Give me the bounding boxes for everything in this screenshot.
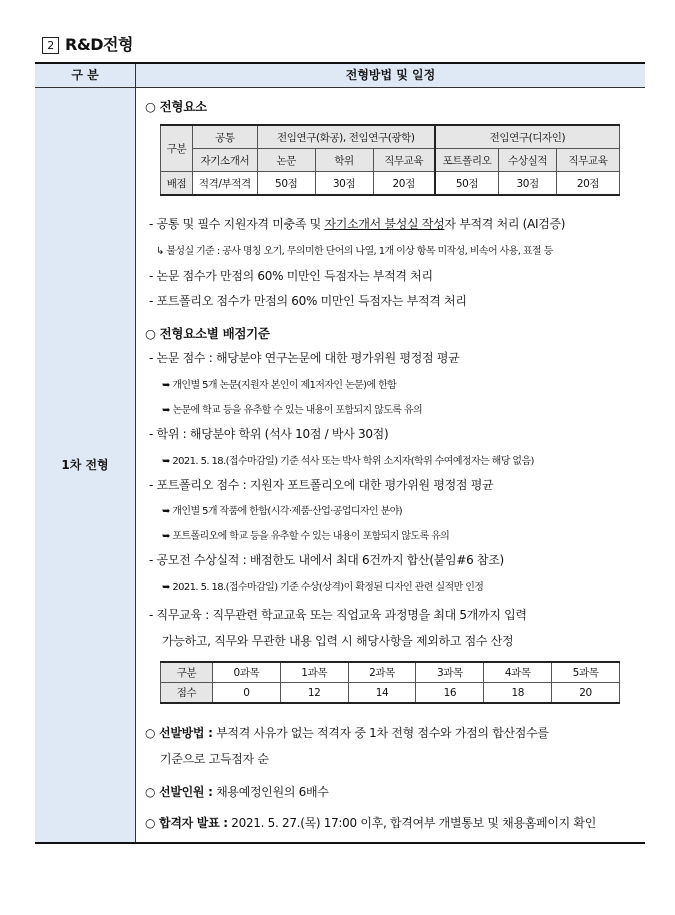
t1-score-5: 30점 bbox=[499, 172, 557, 196]
section-title: R&D전형 bbox=[65, 35, 133, 54]
t2-h-0: 구분 bbox=[161, 662, 213, 683]
t1-sub-5: 수상실적 bbox=[499, 149, 557, 172]
t2-v-0: 점수 bbox=[161, 683, 213, 704]
t2-h-6: 5과목 bbox=[552, 662, 620, 683]
t1-sub-6: 직무교육 bbox=[557, 149, 620, 172]
content-cell bbox=[136, 88, 645, 842]
crit-paper: - 논문 점수 : 해당분야 연구논문에 대한 평가위원 평정점 평균 bbox=[149, 351, 460, 365]
t2-v-1: 0 bbox=[212, 683, 280, 704]
note-disqualify bbox=[149, 215, 565, 232]
crit-training: - 직무교육 : 직무관련 학교교육 또는 직업교육 과정명을 최대 5개까지 입력 bbox=[149, 608, 527, 622]
t1-score-label: 배점 bbox=[161, 172, 193, 196]
note-paper: - 논문 점수가 만점의 60% 미만인 득점자는 부적격 처리 bbox=[149, 269, 433, 283]
crit-portfolio: - 포트폴리오 점수 : 지원자 포트폴리오에 대한 평가위원 평정점 평균 bbox=[149, 478, 494, 492]
table-header bbox=[35, 64, 645, 88]
crit-portfolio-1: ➥ 개인별 5개 작품에 한함(시각·제품·산업·공업디자인 분야) bbox=[162, 506, 403, 517]
selection-method-label: ○ 선발방법 : bbox=[145, 726, 213, 740]
t2-v-4: 16 bbox=[416, 683, 484, 704]
main-table bbox=[35, 62, 645, 844]
crit-paper-2: ➥ 논문에 학교 등을 유추할 수 있는 내용이 포함되지 않도록 유의 bbox=[162, 405, 423, 416]
t2-h-1: 0과목 bbox=[212, 662, 280, 683]
t2-h-4: 3과목 bbox=[416, 662, 484, 683]
sec-elements-title: ○ 전형요소 bbox=[145, 99, 207, 114]
note-insincere: ↳ 불성실 기준 : 공사 명칭 오기, 무의미한 단어의 나열, 1개 이상 항목 미작성, 비속어 사용, 표절 등 bbox=[156, 246, 553, 257]
section-number: 2 bbox=[42, 37, 59, 54]
note-portfolio: - 포트폴리오 점수가 만점의 60% 미만인 득점자는 부적격 처리 bbox=[149, 294, 467, 308]
selection-count-text: 채용예정인원의 6배수 bbox=[212, 785, 329, 799]
t2-v-5: 18 bbox=[484, 683, 552, 704]
training-table bbox=[160, 661, 620, 704]
stage-label: 1차 전형 bbox=[61, 458, 109, 472]
t2-h-2: 1과목 bbox=[280, 662, 348, 683]
t1-gubun: 구분 bbox=[161, 125, 193, 172]
announcement-text: 2021. 5. 27.(목) 17:00 이후, 합격여부 개별통보 및 채용홈페이지 확인 bbox=[227, 816, 596, 830]
page-title bbox=[42, 32, 133, 55]
t2-v-6: 20 bbox=[552, 683, 620, 704]
t2-v-3: 14 bbox=[348, 683, 416, 704]
t1-score-0: 적격/부적격 bbox=[192, 172, 257, 196]
t1-sub-1: 논문 bbox=[257, 149, 315, 172]
t1-sub-4: 포트폴리오 bbox=[435, 149, 499, 172]
t1-score-6: 20점 bbox=[557, 172, 620, 196]
announcement bbox=[145, 814, 596, 831]
crit-training-2: 가능하고, 직무와 무관한 내용 입력 시 해당사항을 제외하고 점수 산정 bbox=[162, 634, 514, 648]
t1-score-3: 20점 bbox=[373, 172, 435, 196]
header-category: 구 분 bbox=[35, 64, 136, 87]
selection-method-text: 부적격 사유가 없는 적격자 중 1차 전형 점수와 가점의 합산점수를 bbox=[212, 726, 549, 740]
sec-criteria-title: ○ 전형요소별 배점기준 bbox=[145, 326, 270, 341]
crit-portfolio-2: ➥ 포트폴리오에 학교 등을 유추할 수 있는 내용이 포함되지 않도록 유의 bbox=[162, 531, 450, 542]
note-disqualify-b: 자기소개서 불성실 작성 bbox=[324, 217, 445, 231]
t1-common: 공통 bbox=[192, 125, 257, 149]
t1-score-1: 50점 bbox=[257, 172, 315, 196]
t1-group2: 전임연구(디자인) bbox=[435, 125, 620, 149]
announcement-label: ○ 합격자 발표 : bbox=[145, 816, 228, 830]
crit-degree: - 학위 : 해당분야 학위 (석사 10점 / 박사 30점) bbox=[149, 427, 389, 441]
t2-v-2: 12 bbox=[280, 683, 348, 704]
stage-cell bbox=[35, 88, 136, 842]
t1-sub-0: 자기소개서 bbox=[192, 149, 257, 172]
t1-sub-2: 학위 bbox=[315, 149, 373, 172]
note-disqualify-a: - 공통 및 필수 지원자격 미충족 및 bbox=[149, 217, 325, 231]
note-disqualify-c: 자 부적격 처리 (AI검증) bbox=[444, 217, 566, 231]
selection-method-2: 기준으로 고득점자 순 bbox=[160, 752, 269, 766]
selection-count bbox=[145, 783, 329, 800]
elements-table bbox=[160, 124, 620, 196]
crit-degree-1: ➥ 2021. 5. 18.(접수마감일) 기준 석사 또는 박사 학위 소지자(학위 수여예정자는 해당 없음) bbox=[162, 456, 534, 467]
crit-award-1: ➥ 2021. 5. 18.(접수마감일) 기준 수상(상격)이 확정된 디자인 관련 실적만 인정 bbox=[162, 582, 484, 593]
selection-method bbox=[145, 724, 549, 741]
selection-count-label: ○ 선발인원 : bbox=[145, 785, 213, 799]
t2-h-5: 4과목 bbox=[484, 662, 552, 683]
crit-award: - 공모전 수상실적 : 배점한도 내에서 최대 6건까지 합산(붙임#6 참조) bbox=[149, 553, 504, 567]
t1-score-4: 50점 bbox=[435, 172, 499, 196]
t1-sub-3: 직무교육 bbox=[373, 149, 435, 172]
header-method: 전형방법 및 일정 bbox=[345, 68, 436, 82]
t2-h-3: 2과목 bbox=[348, 662, 416, 683]
t1-score-2: 30점 bbox=[315, 172, 373, 196]
t1-group1: 전임연구(화공), 전임연구(광학) bbox=[257, 125, 435, 149]
crit-paper-1: ➥ 개인별 5개 논문(지원자 본인이 제1저자인 논문)에 한함 bbox=[162, 380, 397, 391]
